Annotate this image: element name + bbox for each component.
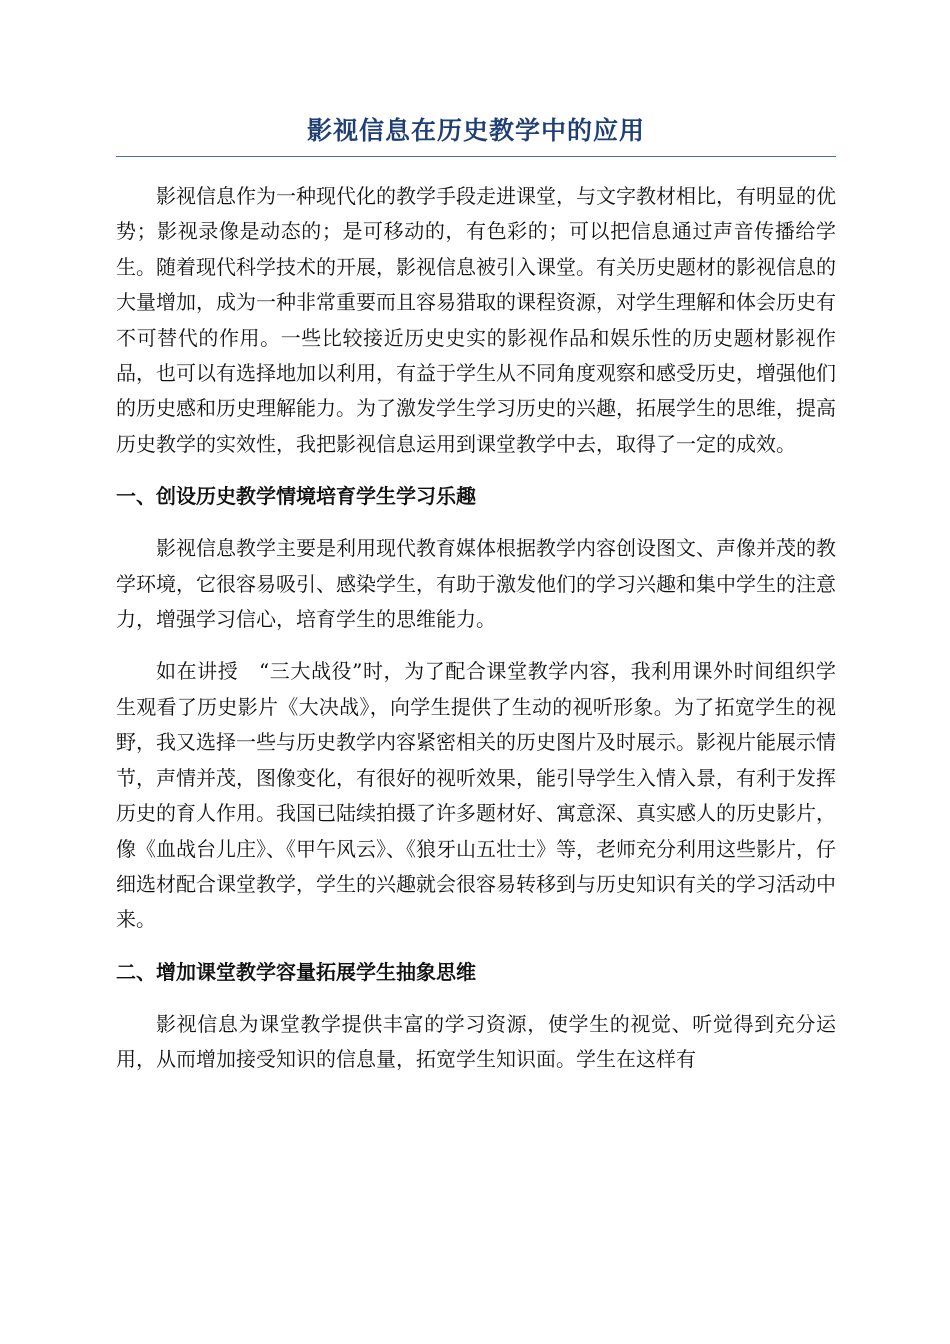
section-2-paragraph-1: 影视信息为课堂教学提供丰富的学习资源，使学生的视觉、听觉得到充分运用，从而增加接受知识的信息量，拓宽学生知识面。学生在这样有	[116, 1011, 836, 1072]
section-1-heading: 一、创设历史教学情境培育学生学习乐趣	[116, 484, 476, 509]
section-1-paragraph-1: 影视信息教学主要是利用现代教育媒体根据教学内容创设图文、声像并茂的教学环境，它很容易吸引、感染学生，有助于激发他们的学习兴趣和集中学生的注意力，增强学习信心，培育学生的思维能力。	[116, 536, 836, 632]
document-page	[116, 108, 836, 1078]
section-1-paragraph-2: 如在讲授 “三大战役”时，为了配合课堂教学内容，我利用课外时间组织学生观看了历史影片《大决战》，向学生提供了生动的视听形象。为了拓宽学生的视野，我又选择一些与历史教学内容紧密相关的历史图片及时展示。影视片能展示情节，声情并茂，图像变化，有很好的视听效果，能引导学生入情入景，有利于发挥历史的育人作用。我国已陆续拍摄了许多题材好、寓意深、真实感人的历史影片，像《血战台儿庄》、《甲午风云》、《狼牙山五壮士》等，老师充分利用这些影片，仔细选材配合课堂教学，学生的兴趣就会很容易转移到与历史知识有关的学习活动中来。	[116, 659, 836, 932]
intro-paragraph: 影视信息作为一种现代化的教学手段走进课堂，与文字教材相比，有明显的优势；影视录像是动态的；是可移动的，有色彩的；可以把信息通过声音传播给学生。随着现代科学技术的开展，影视信息被引入课堂。有关历史题材的影视信息的大量增加，成为一种非常重要而且容易猎取的课程资源，对学生理解和体会历史有不可替代的作用。一些比较接近历史史实的影视作品和娱乐性的历史题材影视作品，也可以有选择地加以利用，有益于学生从不同角度观察和感受历史，增强他们的历史感和历史理解能力。为了激发学生学习历史的兴趣，拓展学生的思维，提高历史教学的实效性，我把影视信息运用到课堂教学中去，取得了一定的成效。	[116, 184, 836, 456]
document-title: 影视信息在历史教学中的应用	[116, 108, 836, 157]
section-2-heading: 二、增加课堂教学容量拓展学生抽象思维	[116, 959, 476, 984]
